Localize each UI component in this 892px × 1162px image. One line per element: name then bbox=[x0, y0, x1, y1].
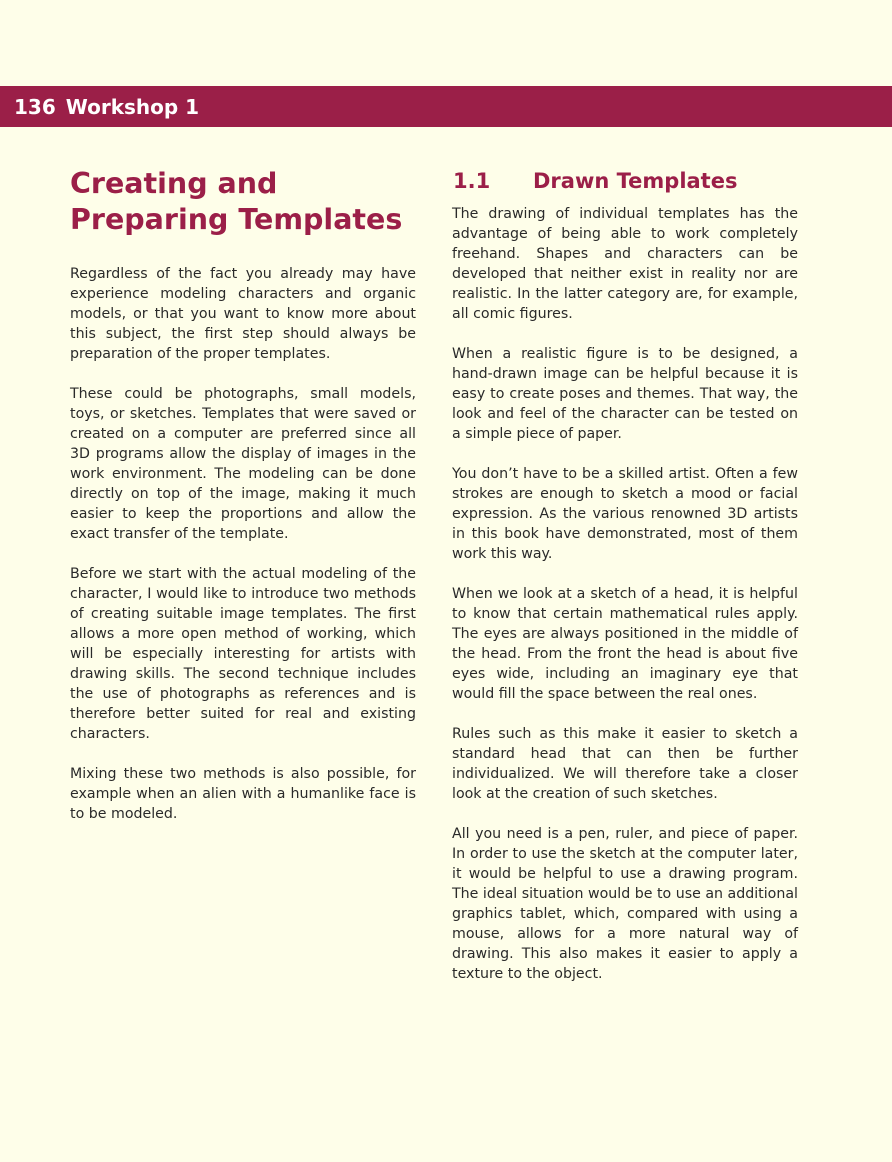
body-paragraph: You don’t have to be a skilled artist. Often a few strokes are enough to sketch a mood or facial expression. As the various renowned 3D artists in this book have demonstrated, most of them work this way. bbox=[452, 466, 798, 562]
left-column bbox=[70, 264, 416, 844]
running-header bbox=[0, 86, 892, 127]
chapter-title-line-1: Creating and bbox=[70, 167, 278, 200]
body-paragraph: All you need is a pen, ruler, and piece of paper. In order to use the sketch at the computer later, it would be helpful to use a drawing program. The ideal situation would be to use an additional graphics tablet, which, compared with using a mouse, allows for a more natural way of drawing. This also makes it easier to apply a texture to the object. bbox=[452, 826, 798, 982]
header-section-title: Workshop 1 bbox=[65, 95, 200, 119]
body-paragraph: Before we start with the actual modeling of the character, I would like to introduce two methods of creating suitable image templates. The first allows a more open method of working, which will be especially interesting for artists with drawing skills. The second technique includes the use of photographs as references and is therefore better suited for real and existing characters. bbox=[70, 566, 416, 742]
body-paragraph: Mixing these two methods is also possible, for example when an alien with a humanlike face is to be modeled. bbox=[70, 766, 416, 822]
chapter-title-line-2: Preparing Templates bbox=[70, 203, 403, 236]
header-text bbox=[14, 86, 199, 127]
section-number: 1.1 bbox=[453, 169, 491, 193]
body-paragraph: Regardless of the fact you already may have experience modeling characters and organic models, or that you want to know more about this subject, the first step should always be preparation of the proper templates. bbox=[70, 266, 416, 362]
right-column bbox=[452, 204, 798, 1004]
section-title: Drawn Templates bbox=[533, 169, 738, 193]
body-paragraph: Rules such as this make it easier to sketch a standard head that can then be further individualized. We will therefore take a closer look at the creation of such sketches. bbox=[452, 726, 798, 802]
body-paragraph: When a realistic figure is to be designed, a hand-drawn image can be helpful because it is easy to create poses and themes. That way, the look and feel of the character can be tested on a simple piece of paper. bbox=[452, 346, 798, 442]
page-number: 136 bbox=[14, 95, 56, 119]
chapter-title bbox=[70, 166, 430, 238]
section-heading bbox=[453, 167, 737, 195]
body-paragraph: The drawing of individual templates has the advantage of being able to work completely freehand. Shapes and characters can be developed that neither exist in reality nor are realistic. In the latter category are, for example, all comic figures. bbox=[452, 206, 798, 322]
body-paragraph: When we look at a sketch of a head, it is helpful to know that certain mathematical rules apply. The eyes are always positioned in the middle of the head. From the front the head is about five eyes wide, including an imaginary eye that would fill the space between the real ones. bbox=[452, 586, 798, 702]
body-paragraph: These could be photographs, small models, toys, or sketches. Templates that were saved or created on a computer are preferred since all 3D programs allow the display of images in the work environment. The modeling can be done directly on top of the image, making it much easier to keep the proportions and allow the exact transfer of the template. bbox=[70, 386, 416, 542]
